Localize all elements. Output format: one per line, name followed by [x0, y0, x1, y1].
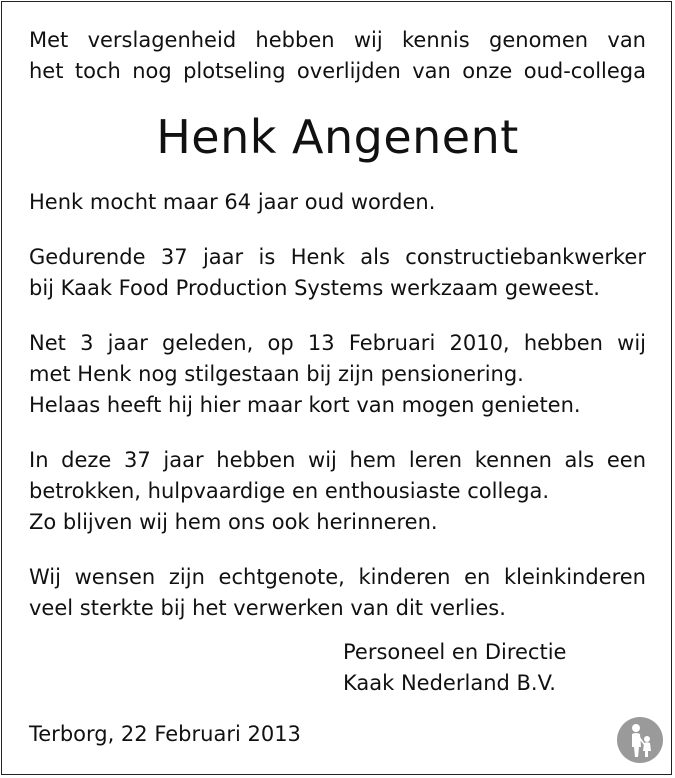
retirement-line-1: Net 3 jaar geleden, op 13 Februari 2010, hebben wij	[29, 331, 646, 355]
condolence-paragraph	[29, 562, 646, 624]
memorial-figure-icon	[617, 717, 663, 763]
memory-line-2: betrokken, hulpvaardige en enthousiaste collega.	[29, 479, 550, 503]
signature-line-2: Kaak Nederland B.V.	[343, 671, 556, 695]
signature-block	[343, 637, 566, 699]
age-paragraph	[29, 187, 646, 218]
obituary-notice	[29, 25, 646, 746]
intro-line-1: Met verslagenheid hebben wij kennis genomen van	[29, 28, 646, 52]
intro-line-2: het toch nog plotseling overlijden van onze oud-collega	[29, 59, 646, 83]
career-paragraph	[29, 242, 646, 304]
memory-line-1: In deze 37 jaar hebben wij hem leren kennen als een	[29, 448, 646, 472]
condolence-line-2: veel sterkte bij het verwerken van dit verlies.	[29, 596, 506, 620]
memory-line-3: Zo blijven wij hem ons ook herinneren.	[29, 510, 438, 534]
age-line: Henk mocht maar 64 jaar oud worden.	[29, 190, 436, 214]
career-line-1: Gedurende 37 jaar is Henk als constructiebankwerker	[29, 245, 646, 269]
retirement-line-2: met Henk nog stilgestaan bij zijn pensionering.	[29, 362, 524, 386]
retirement-line-3: Helaas heeft hij hier maar kort van mogen genieten.	[29, 393, 581, 417]
condolence-line-1: Wij wensen zijn echtgenote, kinderen en kleinkinderen	[29, 565, 646, 589]
deceased-name: Henk Angenent	[156, 110, 519, 164]
retirement-paragraph	[29, 328, 646, 421]
place-date: Terborg, 22 Februari 2013	[29, 722, 301, 746]
career-line-2: bij Kaak Food Production Systems werkzaam geweest.	[29, 276, 600, 300]
memory-paragraph	[29, 445, 646, 538]
intro-text	[29, 25, 646, 87]
signature-line-1: Personeel en Directie	[343, 640, 567, 664]
